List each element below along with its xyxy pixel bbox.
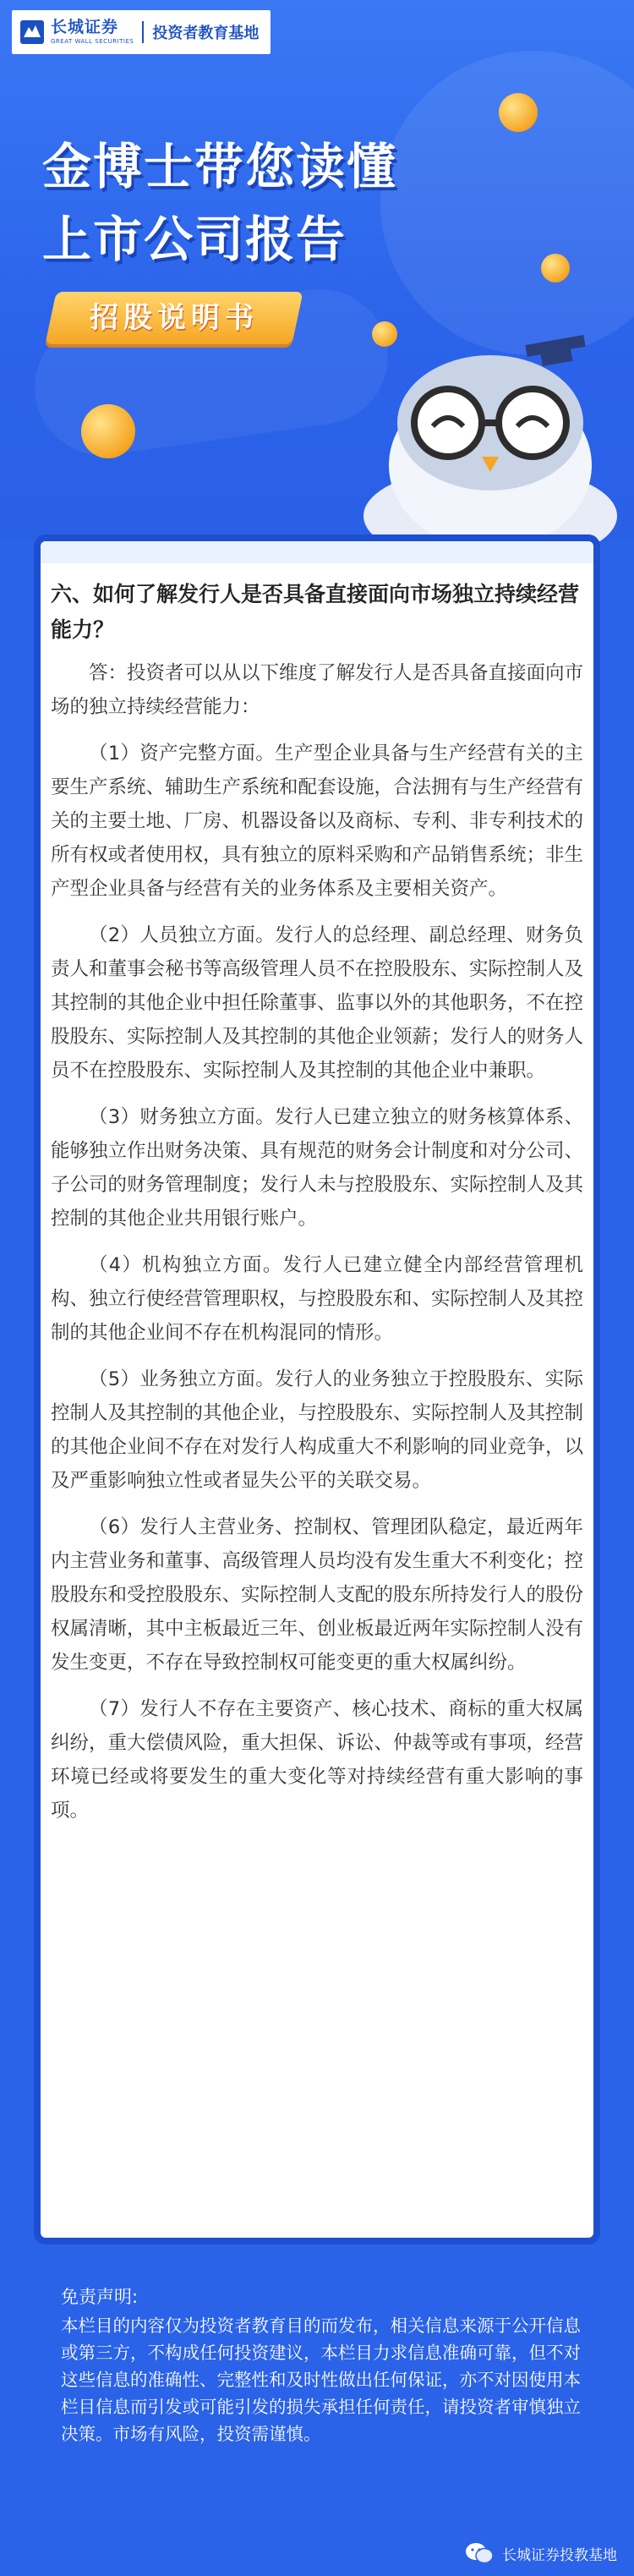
footer-account-name: 长城证券投教基地: [502, 2546, 617, 2564]
disclaimer-text: 本栏目的内容仅为投资者教育目的而发布，相关信息来源于公开信息或第三方，不构成任何投资建议，本栏目力求信息准确可靠，但不对这些信息的准确性、完整性和及时性做出任何保证，亦不对因使用本栏目信息而引发或可能引发的损失承担任何责任，请投资者审慎独立决策。市场有风险，投资需谨慎。: [61, 2316, 581, 2444]
topic-tag-label: 招股说明书: [90, 301, 259, 335]
great-wall-logo-icon: [20, 20, 44, 44]
paragraph: （3）财务独立方面。发行人已建立独立的财务核算体系、能够独立作出财务决策、具有规范的财务会计制度和对分公司、子公司的财务管理制度；发行人未与控股股东、实际控制人及其控制的其他企业共用银行账户。: [51, 1106, 584, 1230]
hero-title-line2: 上市公司报告: [42, 211, 347, 268]
paragraph: （7）发行人不存在主要资产、核心技术、商标的重大权属纠纷，重大偿债风险，重大担保、诉讼、仲裁等或有事项，经营环境已经或将要发生的重大变化等对持续经营有重大影响的事项。: [51, 1698, 584, 1822]
disclaimer-title: 免责声明:: [61, 2287, 139, 2307]
paragraph: 答：投资者可以从以下维度了解发行人是否具备直接面向市场的独立持续经营能力：: [51, 662, 584, 718]
paragraph: （2）人员独立方面。发行人的总经理、副总经理、财务负责人和董事会秘书等高级管理人员不在控股股东、实际控制人及其控制的其他企业中担任除董事、监事以外的其他职务，不在控股股东、实际控制人及其控制的其他企业领薪；发行人的财务人员不在控股股东、实际控制人及其控制的其他企业中兼职。: [51, 924, 584, 1082]
article-content: [51, 577, 583, 1840]
wechat-icon: [465, 2542, 494, 2564]
footer-account: [465, 2542, 617, 2564]
coin-icon: [499, 93, 538, 132]
brand-sub: 投资者教育基地: [152, 25, 260, 42]
topic-tag: [45, 292, 303, 344]
logo-divider: [142, 21, 144, 43]
brand-name-en: GREAT WALL SECURITIES: [51, 38, 134, 45]
owl-mascot-icon: [338, 321, 617, 541]
paragraph: （5）业务独立方面。发行人的业务独立于控股股东、实际控制人及其控制的其他企业，与控股股东、实际控制人及其控制的其他企业间不存在对发行人构成重大不利影响的同业竞争，以及严重影响独立性或者显失公平的关联交易。: [51, 1368, 584, 1492]
paragraph: （6）发行人主营业务、控制权、管理团队稳定，最近两年内主营业务和董事、高级管理人员均没有发生重大不利变化；控股股东和受控股股东、实际控制人支配的股东所持发行人的股份权属清晰，其中主板最近三年、创业板最近两年实际控制人没有发生变更，不存在导致控制权可能变更的重大权属纠纷。: [51, 1516, 584, 1674]
brand-logo-bar: [12, 10, 271, 54]
coin-icon: [541, 254, 570, 282]
coin-icon: [81, 404, 135, 458]
question-heading: 六、如何了解发行人是否具备直接面向市场独立持续经营能力？: [51, 582, 580, 642]
paragraph: （1）资产完整方面。生产型企业具备与生产经营有关的主要生产系统、辅助生产系统和配套设施，合法拥有与生产经营有关的主要土地、厂房、机器设备以及商标、专利、非专利技术的所有权或者使用权，具有独立的原料采购和产品销售系统；非生产型企业具备与经营有关的业务体系及主要相关资产。: [51, 743, 584, 900]
paragraph: （4）机构独立方面。发行人已建立健全内部经营管理机构、独立行使经营管理职权，与控股股东和、实际控制人及其控制的其他企业间不存在机构混同的情形。: [51, 1254, 584, 1344]
brand-name: 长城证券: [51, 18, 119, 36]
disclaimer: [61, 2283, 585, 2447]
hero-title-line1: 金博士带您读懂: [42, 138, 398, 195]
hero-banner: [0, 0, 634, 541]
card-top-strip: [41, 541, 593, 563]
